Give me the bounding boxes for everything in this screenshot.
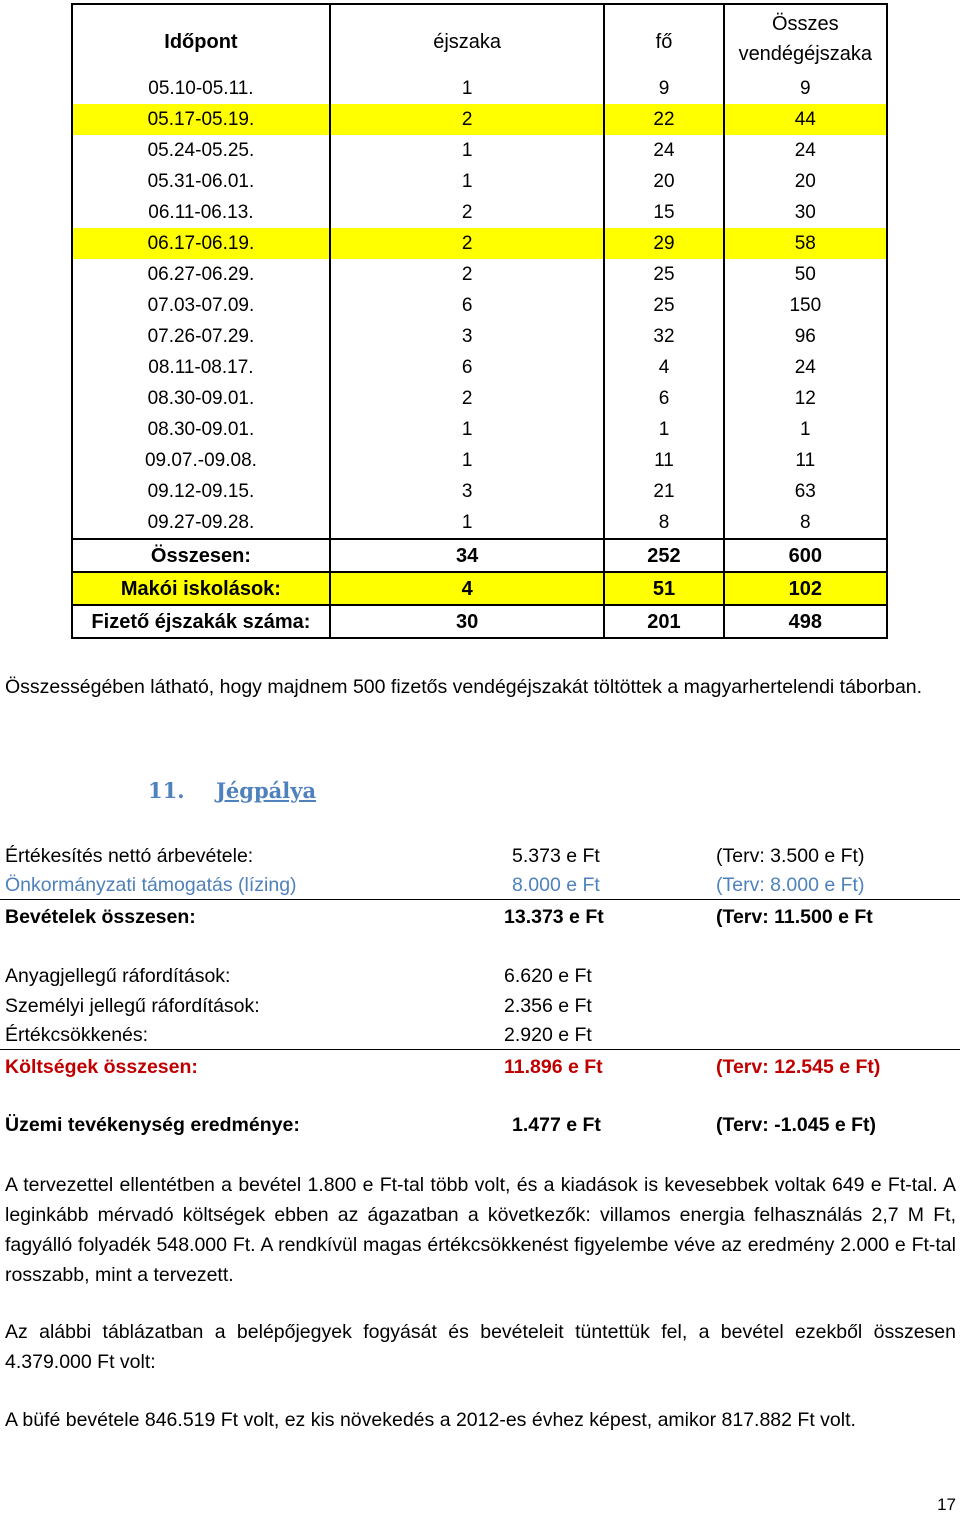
cell-nights: 1 xyxy=(330,507,605,539)
finance-municipal-support-row xyxy=(5,870,960,900)
finance-depreciation-row xyxy=(5,1020,960,1050)
cell-total: 44 xyxy=(724,104,887,135)
cell-nights: 1 xyxy=(330,135,605,166)
header-total-line2: vendégéjszaka xyxy=(738,43,872,65)
summary-paragraph: Összességében látható, hogy majdnem 500 fizetős vendégéjszakát töltöttek a magyarhertelendi táborban. xyxy=(5,676,923,698)
page-number: 17 xyxy=(937,1495,956,1514)
table-row xyxy=(72,414,887,445)
summary-label: Összesen: xyxy=(72,539,330,572)
cell-total: 58 xyxy=(724,228,887,259)
cell-time: 08.11-08.17. xyxy=(72,352,330,383)
cell-total: 9 xyxy=(724,73,887,104)
cell-people: 32 xyxy=(604,321,723,352)
summary-total: 600 xyxy=(724,539,887,572)
cell-time: 05.31-06.01. xyxy=(72,166,330,197)
summary-people: 201 xyxy=(604,605,723,638)
cell-time: 09.27-09.28. xyxy=(72,507,330,539)
header-people: fő xyxy=(604,4,723,73)
finance-personnel-costs-row xyxy=(5,991,960,1021)
section-number: 11. xyxy=(148,778,185,803)
cell-nights: 1 xyxy=(330,445,605,476)
summary-total: 102 xyxy=(724,572,887,605)
cell-total: 24 xyxy=(724,135,887,166)
cell-people: 8 xyxy=(604,507,723,539)
cell-people: 20 xyxy=(604,166,723,197)
cell-time: 09.12-09.15. xyxy=(72,476,330,507)
revenue-total-label: Bevételek összesen: xyxy=(5,906,196,928)
summary-nights: 4 xyxy=(330,572,605,605)
guest-nights-table xyxy=(71,3,888,639)
table-row xyxy=(72,352,887,383)
cell-people: 24 xyxy=(604,135,723,166)
table-row xyxy=(72,259,887,290)
cell-time: 06.11-06.13. xyxy=(72,197,330,228)
personnel-costs-label: Személyi jellegű ráfordítások: xyxy=(5,995,260,1017)
table-row xyxy=(72,73,887,104)
cell-nights: 2 xyxy=(330,383,605,414)
cell-people: 1 xyxy=(604,414,723,445)
summary-people: 252 xyxy=(604,539,723,572)
cell-total: 24 xyxy=(724,352,887,383)
cell-people: 9 xyxy=(604,73,723,104)
operating-result-amount: 1.477 e Ft xyxy=(512,1114,601,1136)
table-row xyxy=(72,321,887,352)
summary-row xyxy=(72,605,887,638)
cell-people: 21 xyxy=(604,476,723,507)
cell-people: 4 xyxy=(604,352,723,383)
cell-nights: 2 xyxy=(330,259,605,290)
cell-total: 150 xyxy=(724,290,887,321)
costs-total-label: Költségek összesen: xyxy=(5,1056,198,1078)
cell-nights: 1 xyxy=(330,166,605,197)
finance-revenue-net-row xyxy=(5,841,960,871)
table-row xyxy=(72,104,887,135)
revenue-total-plan: (Terv: 11.500 e Ft xyxy=(716,906,873,928)
summary-row xyxy=(72,572,887,605)
section-heading xyxy=(148,778,316,803)
cell-people: 25 xyxy=(604,259,723,290)
summary-nights: 30 xyxy=(330,605,605,638)
header-nights: éjszaka xyxy=(330,4,605,73)
divider-line xyxy=(0,899,960,900)
finance-material-costs-row xyxy=(5,961,960,991)
municipal-support-amount: 8.000 e Ft xyxy=(512,874,600,896)
cell-people: 29 xyxy=(604,228,723,259)
header-total-line1: Összes xyxy=(771,13,839,35)
table-row xyxy=(72,445,887,476)
table-row xyxy=(72,383,887,414)
revenue-net-amount: 5.373 e Ft xyxy=(512,845,600,867)
table-row xyxy=(72,290,887,321)
finance-revenue-total-row xyxy=(5,902,960,932)
cell-nights: 1 xyxy=(330,414,605,445)
cell-time: 07.26-07.29. xyxy=(72,321,330,352)
revenue-total-amount: 13.373 e Ft xyxy=(504,906,604,928)
cell-nights: 2 xyxy=(330,197,605,228)
cell-total: 63 xyxy=(724,476,887,507)
paragraph-plan-comparison: A tervezettel ellentétben a bevétel 1.800 e Ft-tal több volt, és a kiadások is kevesebbek voltak 649 e Ft-tal. A leginkább mérvadó költségek ebben az ágazatban a következők: villamos energia felhasználás 2,7 M Ft, fagyálló folyadék 548.000 Ft. A rendkívül magas értékcsökkenést figyelembe véve az eredmény 2.000 e Ft-tal rosszabb, mint a tervezett. xyxy=(5,1174,956,1286)
depreciation-amount: 2.920 e Ft xyxy=(504,1024,592,1046)
cell-time: 08.30-09.01. xyxy=(72,414,330,445)
table-body xyxy=(72,73,887,638)
cell-time: 05.10-05.11. xyxy=(72,73,330,104)
cell-people: 22 xyxy=(604,104,723,135)
table-row xyxy=(72,166,887,197)
summary-label: Fizető éjszakák száma: xyxy=(72,605,330,638)
cell-time: 08.30-09.01. xyxy=(72,383,330,414)
cell-total: 12 xyxy=(724,383,887,414)
personnel-costs-amount: 2.356 e Ft xyxy=(504,995,592,1017)
table-row xyxy=(72,507,887,539)
material-costs-label: Anyagjellegű ráfordítások: xyxy=(5,965,231,987)
cell-nights: 3 xyxy=(330,476,605,507)
cell-total: 11 xyxy=(724,445,887,476)
cell-nights: 6 xyxy=(330,352,605,383)
table-row xyxy=(72,476,887,507)
finance-operating-result-row xyxy=(5,1110,960,1140)
cell-time: 06.27-06.29. xyxy=(72,259,330,290)
cell-time: 05.24-05.25. xyxy=(72,135,330,166)
depreciation-label: Értékcsökkenés: xyxy=(5,1024,149,1046)
cell-time: 06.17-06.19. xyxy=(72,228,330,259)
cell-total: 30 xyxy=(724,197,887,228)
cell-people: 25 xyxy=(604,290,723,321)
header-total-guest-nights xyxy=(724,4,887,73)
municipal-support-label: Önkormányzati támogatás (lízing) xyxy=(5,874,297,896)
operating-result-label: Üzemi tevékenység eredménye: xyxy=(5,1114,300,1136)
cell-nights: 2 xyxy=(330,104,605,135)
cell-total: 8 xyxy=(724,507,887,539)
section-title: Jégpálya xyxy=(216,778,317,803)
costs-total-plan: (Terv: 12.545 e Ft) xyxy=(716,1056,881,1078)
paragraph-buffet-revenue: A büfé bevétele 846.519 Ft volt, ez kis növekedés a 2012-es évhez képest, amikor 817.882 Ft volt. xyxy=(5,1409,856,1431)
cell-people: 6 xyxy=(604,383,723,414)
cell-people: 11 xyxy=(604,445,723,476)
summary-people: 51 xyxy=(604,572,723,605)
cell-time: 07.03-07.09. xyxy=(72,290,330,321)
summary-nights: 34 xyxy=(330,539,605,572)
table-row xyxy=(72,135,887,166)
table-row xyxy=(72,197,887,228)
cell-nights: 6 xyxy=(330,290,605,321)
finance-costs-total-row xyxy=(5,1052,960,1082)
cell-time: 05.17-05.19. xyxy=(72,104,330,135)
table-header-row xyxy=(72,4,887,73)
costs-total-amount: 11.896 e Ft xyxy=(504,1056,603,1078)
header-time: Időpont xyxy=(72,4,330,73)
cell-total: 20 xyxy=(724,166,887,197)
cell-nights: 2 xyxy=(330,228,605,259)
cell-total: 50 xyxy=(724,259,887,290)
operating-result-plan: (Terv: -1.045 e Ft) xyxy=(716,1114,877,1136)
cell-nights: 1 xyxy=(330,73,605,104)
table-row xyxy=(72,228,887,259)
municipal-support-plan: (Terv: 8.000 e Ft) xyxy=(716,874,865,896)
cell-people: 15 xyxy=(604,197,723,228)
divider-line xyxy=(0,1049,960,1050)
summary-label: Makói iskolások: xyxy=(72,572,330,605)
material-costs-amount: 6.620 e Ft xyxy=(504,965,592,987)
revenue-net-plan: (Terv: 3.500 e Ft) xyxy=(716,845,865,867)
revenue-net-label: Értékesítés nettó árbevétele: xyxy=(5,845,254,867)
cell-total: 1 xyxy=(724,414,887,445)
summary-total: 498 xyxy=(724,605,887,638)
cell-nights: 3 xyxy=(330,321,605,352)
summary-row xyxy=(72,539,887,572)
cell-total: 96 xyxy=(724,321,887,352)
paragraph-tickets-intro: Az alábbi táblázatban a belépőjegyek fogyását és bevételeit tüntettük fel, a bevétel ezekből összesen 4.379.000 Ft volt: xyxy=(5,1321,956,1373)
cell-time: 09.07.-09.08. xyxy=(72,445,330,476)
